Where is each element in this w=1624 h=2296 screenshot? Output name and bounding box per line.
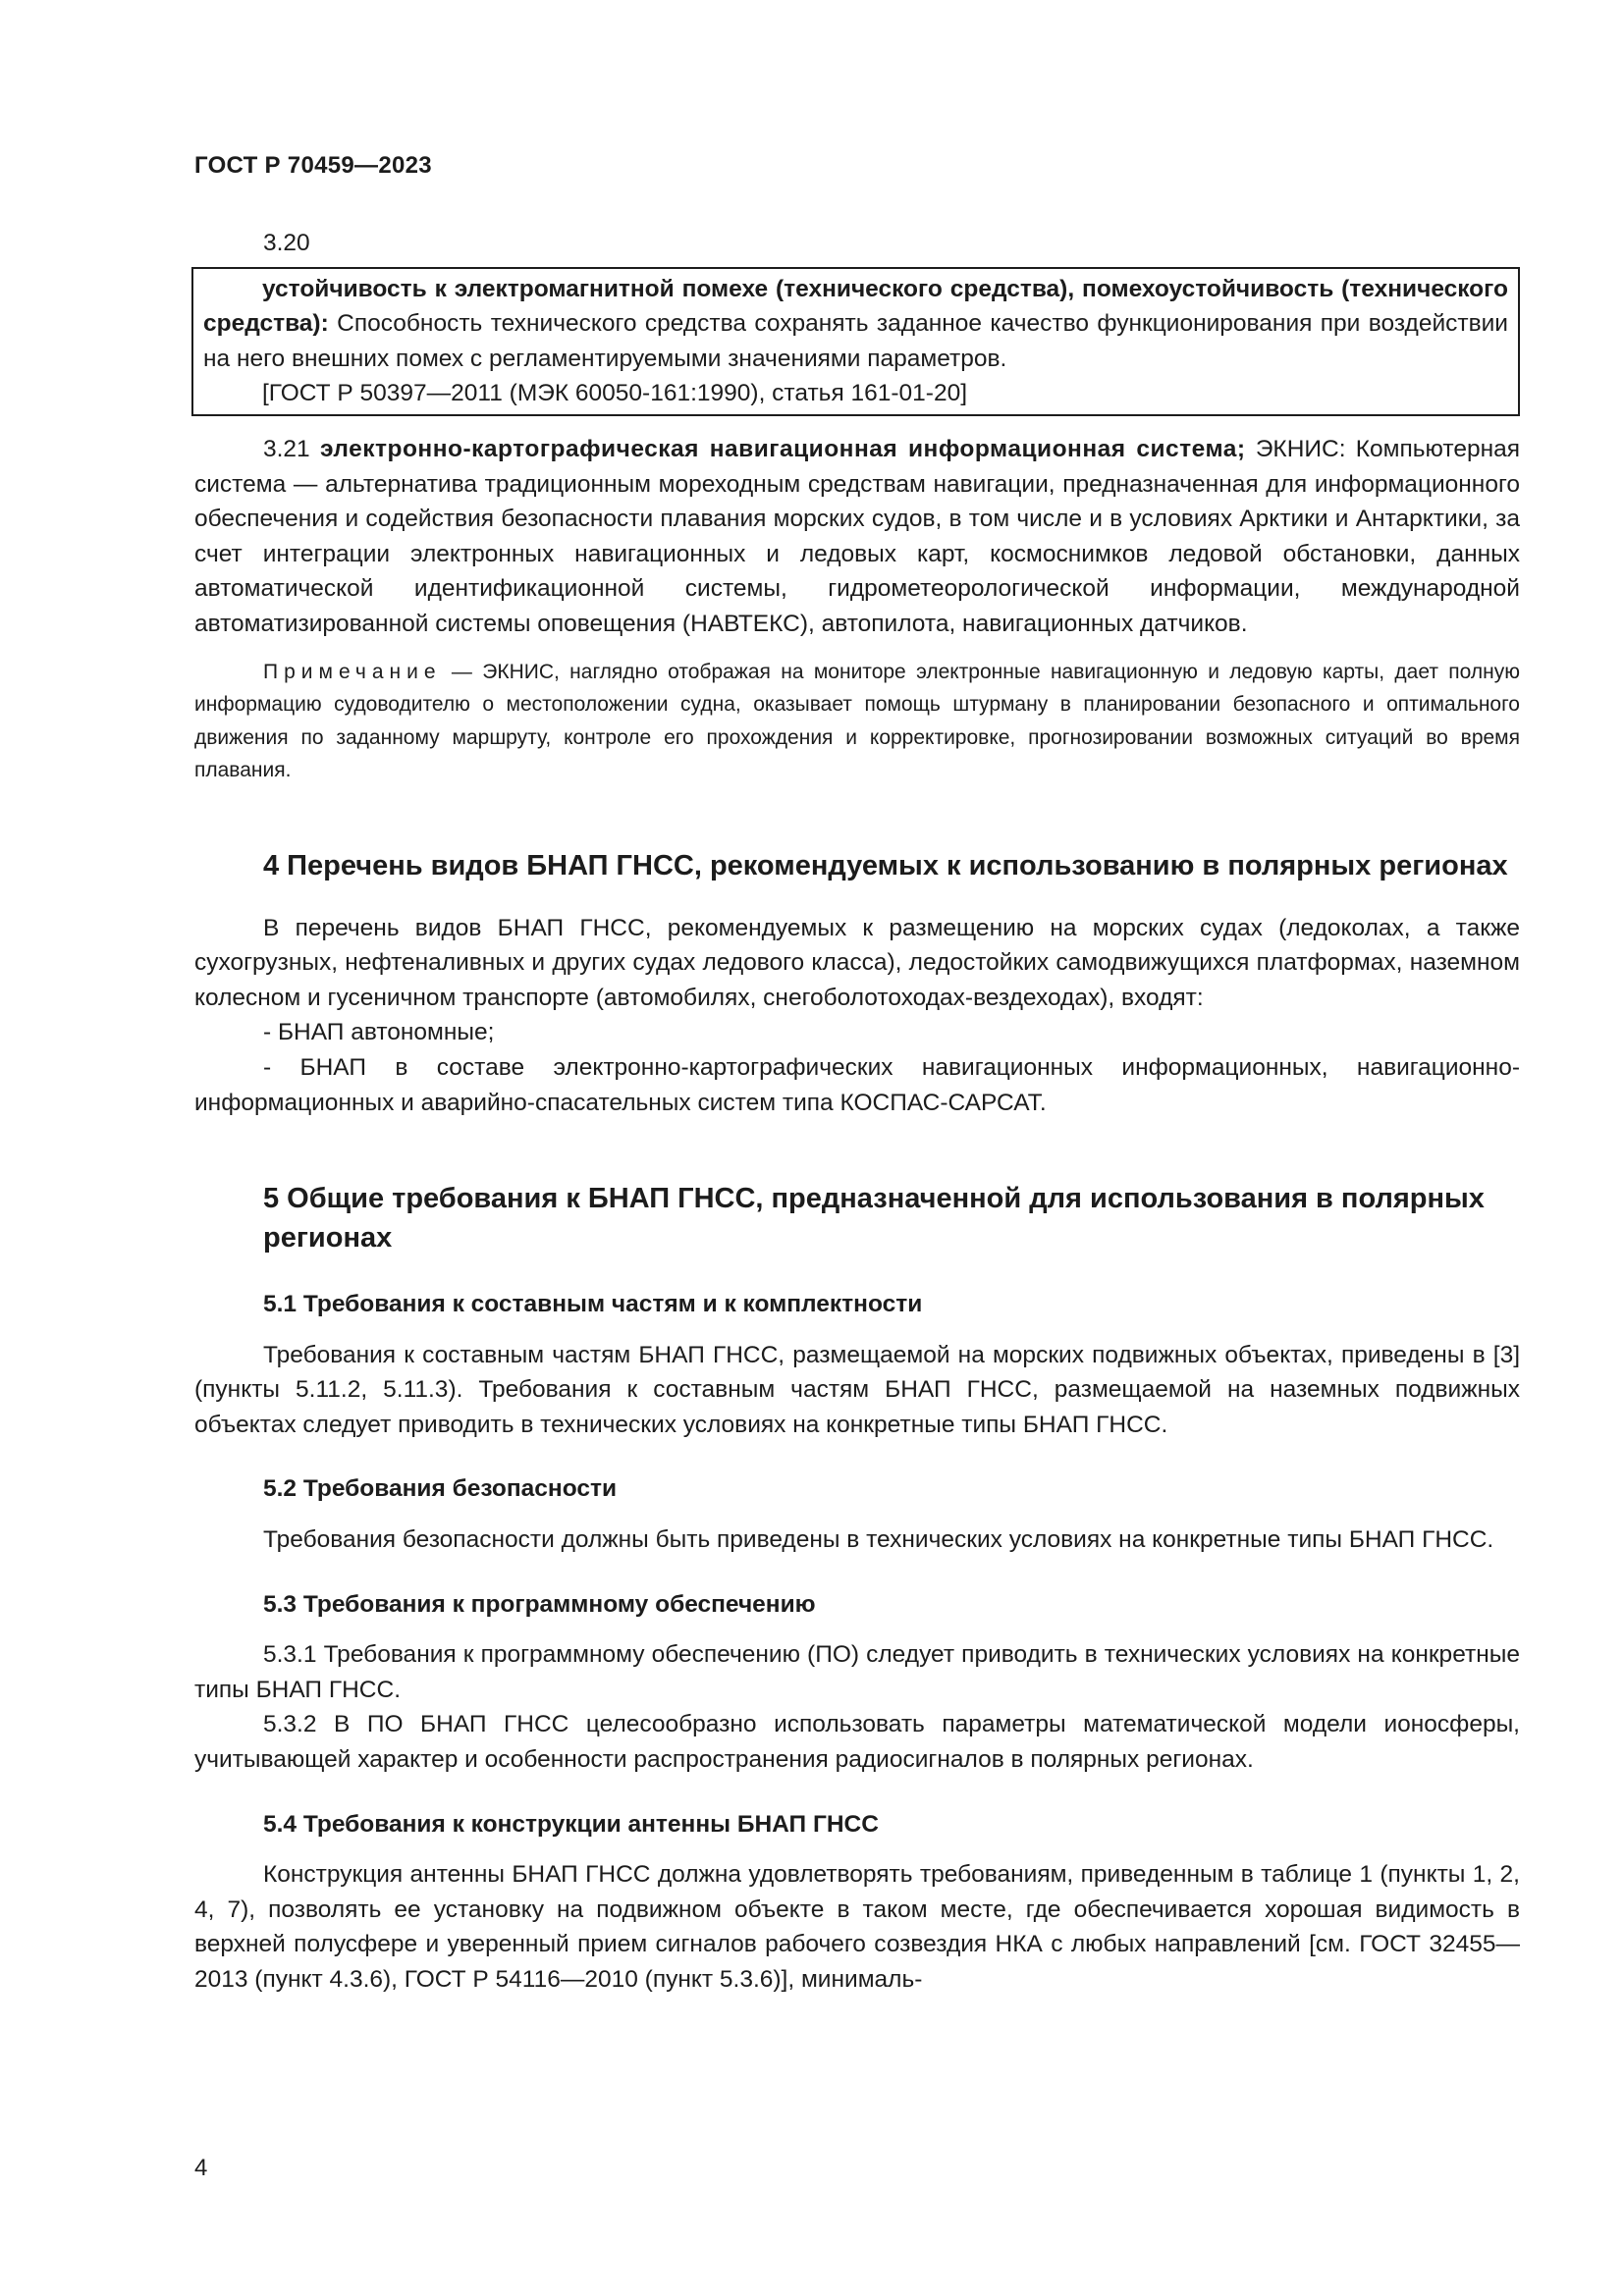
subsection-5-4-title: 5.4 Требования к конструкции антенны БНАП ГНСС	[263, 1810, 879, 1838]
note-text: — ЭКНИС, наглядно отображая на мониторе электронные навигационную и ледовую карты, дает полную информацию судоводителю о местоположении судна, оказывает помощь штурману в планировании безопасного и оптимального движения по заданному маршруту, контроле его прохождения и корректировке, прогнозировании возможных ситуаций во время плавания.	[194, 660, 1520, 782]
term-name: устойчивость к электромагнитной помехе (технического средства), помехоустойчивость (технического средства):	[203, 275, 1508, 338]
subsection-5-3-title: 5.3 Требования к программному обеспечению	[263, 1590, 816, 1618]
page-number: 4	[194, 2155, 208, 2181]
document-header: ГОСТ Р 70459—2023	[194, 152, 432, 179]
subsection-5-1-title: 5.1 Требования к составным частям и к комплектности	[263, 1291, 923, 1318]
term-paragraph	[203, 272, 1508, 377]
term-definition: Способность технического средства сохранять заданное качество функционирования при воздействии на него внешних помех с регламентируемыми значениями параметров.	[203, 310, 1508, 372]
note-label: Примечание	[263, 660, 442, 683]
section-5-title: 5 Общие требования к БНАП ГНСС, предназначенной для использования в полярных регионах	[263, 1183, 1485, 1255]
term-name: электронно-картографическая навигационная информационная система;	[319, 435, 1246, 462]
term-number: 3.20	[263, 230, 310, 256]
term-definition: ЭКНИС: Компьютерная система — альтернатива традиционным мореходным средствам навигации, предназначенная для информационного обеспечения и содействия безопасности плавания морских судов, в том числе и в условиях Арктики и Антарктики, за счет интеграции электронных навигационных и ледовых карт, космоснимков ледовой обстановки, данных автоматической идентификационной системы, гидрометеорологической информации, международной автоматизированной системы оповещения (НАВТЕКС), автопилота, навигационных датчиков.	[194, 435, 1520, 637]
term-number: 3.21	[263, 435, 310, 462]
subsection-5-3-2-text: 5.3.2 В ПО БНАП ГНСС целесообразно использовать параметры математической модели ионосферы, учитывающей характер и особенности распространения радиосигналов в полярных регионах.	[194, 1711, 1520, 1774]
term-reference: [ГОСТ Р 50397—2011 (МЭК 60050-161:1990), статья 161-01-20]	[262, 380, 968, 407]
list-item: - БНАП автономные;	[263, 1019, 495, 1046]
subsection-5-2-text: Требования безопасности должны быть приведены в технических условиях на конкретные типы БНАП ГНСС.	[263, 1526, 1494, 1554]
subsection-5-1-text: Требования к составным частям БНАП ГНСС, размещаемой на морских подвижных объектах, приведены в [3] (пункты 5.11.2, 5.11.3). Требования к составным частям БНАП ГНСС, размещаемой на наземных подвижных объектах следует приводить в технических условиях на конкретные типы БНАП ГНСС.	[194, 1341, 1520, 1438]
list-item: - БНАП в составе электронно-картографических навигационных информационных, навигационно-информационных и аварийно-спасательных систем типа КОСПАС-САРСАТ.	[194, 1053, 1520, 1116]
subsection-5-2-title: 5.2 Требования безопасности	[263, 1475, 618, 1503]
subsection-5-4-text: Конструкция антенны БНАП ГНСС должна удовлетворять требованиям, приведенным в таблице 1 (пункты 1, 2, 4, 7), позволять ее установку на подвижном объекте в таком месте, где обеспечивается хорошая видимость в верхней полусфере и уверенный прием сигналов рабочего созвездия НКА с любых направлений [см. ГОСТ 32455—2013 (пункт 4.3.6), ГОСТ Р 54116—2010 (пункт 5.3.6)], минималь-	[194, 1861, 1520, 1993]
boxed-term-definition	[191, 267, 1520, 416]
section-4-title: 4 Перечень видов БНАП ГНСС, рекомендуемых к использованию в полярных регионах	[263, 849, 1508, 881]
note-paragraph	[194, 656, 1520, 787]
term-paragraph	[194, 432, 1520, 642]
document-body	[194, 226, 1520, 1998]
section-4-intro: В перечень видов БНАП ГНСС, рекомендуемых к размещению на морских судах (ледоколах, а также сухогрузных, нефтеналивных и других судах ледового класса), ледостойких самодвижущихся платформах, наземном колесном и гусеничном транспорте (автомобилях, снегоболотоходах-вездеходах), входят:	[194, 914, 1520, 1011]
subsection-5-3-1-text: 5.3.1 Требования к программному обеспечению (ПО) следует приводить в технических условиях на конкретные типы БНАП ГНСС.	[194, 1641, 1520, 1703]
